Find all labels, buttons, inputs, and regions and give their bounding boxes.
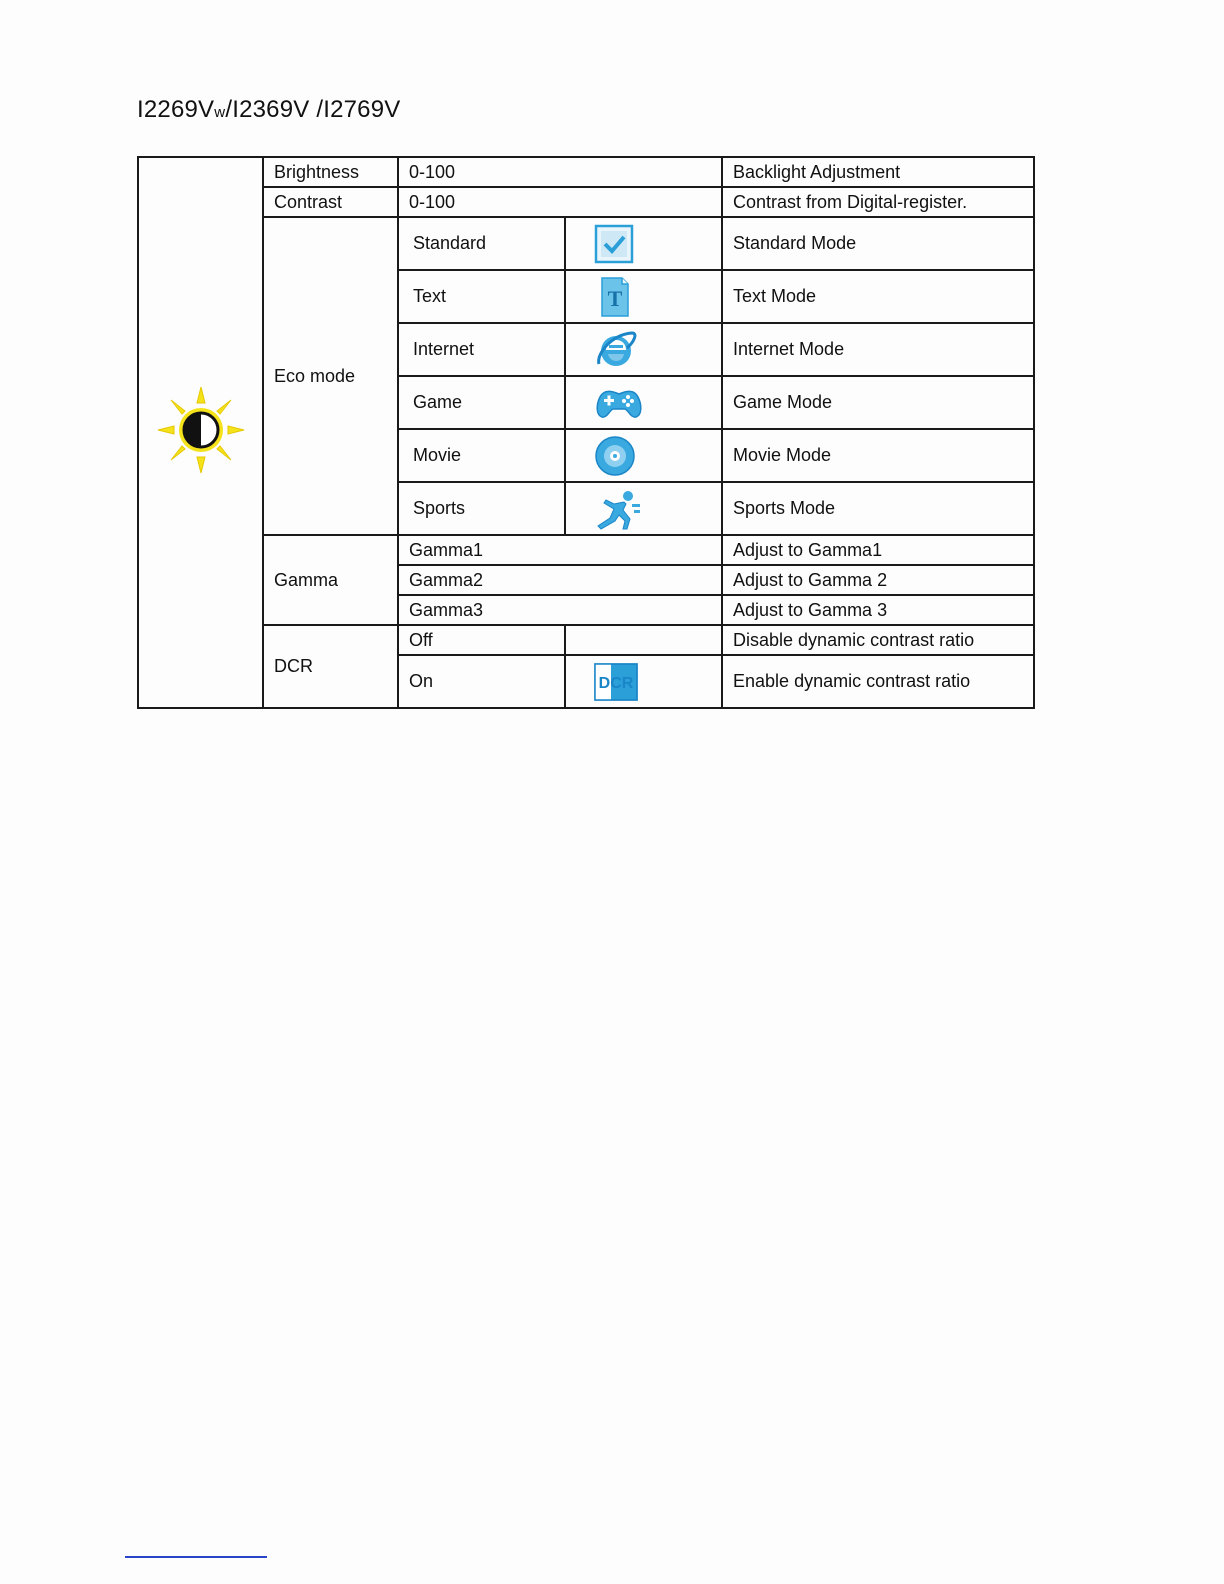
gamma-option: Gamma2 xyxy=(398,565,722,595)
dcr-icon-cell xyxy=(565,655,722,708)
eco-mode-icon-cell xyxy=(565,270,722,323)
eco-mode-name: Sports xyxy=(398,482,565,535)
footer-rule xyxy=(125,1556,267,1558)
eco-mode-icon-cell xyxy=(565,429,722,482)
model-suffix: w xyxy=(214,104,226,121)
eco-mode-icon-cell xyxy=(565,217,722,270)
eco-mode-label: Eco mode xyxy=(263,217,398,535)
page-title xyxy=(137,96,400,124)
model-name: I2269V xyxy=(137,96,215,123)
eco-mode-name: Internet xyxy=(398,323,565,376)
model-list: /I2369V /I2769V xyxy=(225,96,401,123)
text-document-icon xyxy=(594,276,634,318)
gamepad-icon xyxy=(594,383,644,423)
gamma-option: Gamma3 xyxy=(398,595,722,625)
gamma-label: Gamma xyxy=(263,535,398,625)
table-row xyxy=(138,217,1034,270)
osd-settings-table xyxy=(137,156,1035,709)
dcr-description: Disable dynamic contrast ratio xyxy=(722,625,1034,655)
eco-mode-icon-cell xyxy=(565,323,722,376)
dcr-label: DCR xyxy=(263,625,398,708)
internet-explorer-icon xyxy=(594,328,638,372)
table-row xyxy=(138,535,1034,565)
eco-mode-name: Game xyxy=(398,376,565,429)
dcr-option: On xyxy=(398,655,565,708)
dcr-icon xyxy=(594,663,638,701)
dcr-description: Enable dynamic contrast ratio xyxy=(722,655,1034,708)
eco-mode-icon-cell xyxy=(565,376,722,429)
disc-icon xyxy=(594,435,636,477)
gamma-description: Adjust to Gamma1 xyxy=(722,535,1034,565)
gamma-option: Gamma1 xyxy=(398,535,722,565)
contrast-label: Contrast xyxy=(263,187,398,217)
eco-mode-description: Internet Mode xyxy=(722,323,1034,376)
dcr-icon-text: DCR xyxy=(598,674,634,692)
svg-text:T: T xyxy=(607,285,623,311)
eco-mode-description: Sports Mode xyxy=(722,482,1034,535)
table-row xyxy=(138,625,1034,655)
eco-mode-name: Movie xyxy=(398,429,565,482)
eco-mode-description: Game Mode xyxy=(722,376,1034,429)
table-row xyxy=(138,157,1034,187)
table-row xyxy=(138,187,1034,217)
eco-mode-description: Standard Mode xyxy=(722,217,1034,270)
contrast-description: Contrast from Digital-register. xyxy=(722,187,1034,217)
brightness-label: Brightness xyxy=(263,157,398,187)
brightness-contrast-sun-icon xyxy=(156,385,246,475)
luminance-group-cell xyxy=(138,157,263,708)
checkbox-icon xyxy=(594,224,634,264)
eco-mode-name: Standard xyxy=(398,217,565,270)
contrast-range: 0-100 xyxy=(398,187,722,217)
gamma-description: Adjust to Gamma 3 xyxy=(722,595,1034,625)
eco-mode-description: Text Mode xyxy=(722,270,1034,323)
dcr-option: Off xyxy=(398,625,565,655)
brightness-description: Backlight Adjustment xyxy=(722,157,1034,187)
eco-mode-description: Movie Mode xyxy=(722,429,1034,482)
eco-mode-name: Text xyxy=(398,270,565,323)
dcr-icon-cell xyxy=(565,625,722,655)
runner-icon xyxy=(594,488,642,530)
eco-mode-icon-cell xyxy=(565,482,722,535)
brightness-range: 0-100 xyxy=(398,157,722,187)
gamma-description: Adjust to Gamma 2 xyxy=(722,565,1034,595)
